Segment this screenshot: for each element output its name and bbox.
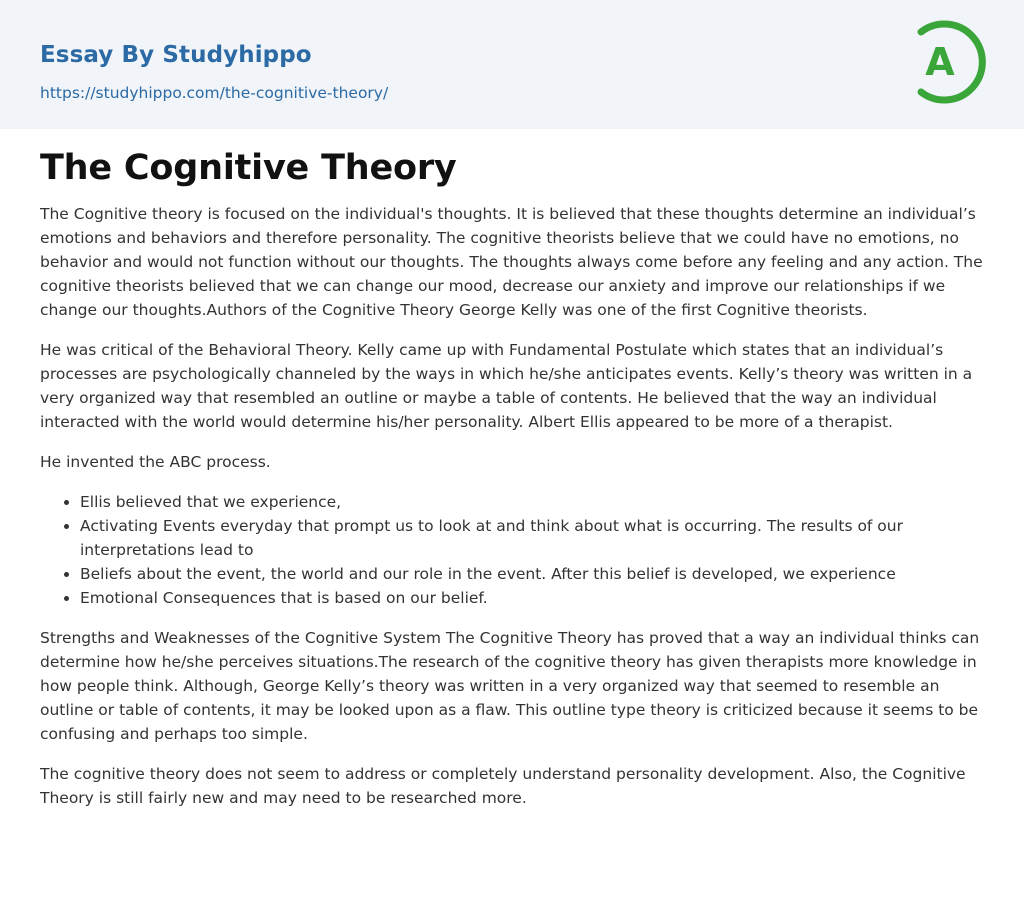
brand-title[interactable]: Essay By Studyhippo bbox=[40, 42, 312, 68]
list-item: • Activating Events everyday that prompt us to look at and think about what is occurring. The results of our interpretations lead to bbox=[80, 514, 986, 562]
paragraph-5: The cognitive theory does not seem to address or completely understand personality development. Also, the Cognitive Theory is still fairly new and may need to be researched more. bbox=[40, 765, 966, 807]
studyhippo-logo-icon[interactable] bbox=[912, 18, 988, 106]
paragraph-2: He was critical of the Behavioral Theory. Kelly came up with Fundamental Postulate which states that an individual’s processes are psychologically channeled by the ways in which he/she anticipates events. Kelly’s theory was written in a very organized way that resembled an outline or maybe a table of contents. He believed that the way an individual interacted with the world would determine his/her personality. Albert Ellis appeared to be more of a therapist. bbox=[40, 341, 973, 431]
list-item: • Beliefs about the event, the world and our role in the event. After this belief is developed, we experience bbox=[80, 562, 986, 586]
article bbox=[40, 142, 986, 826]
list-item: • Emotional Consequences that is based on our belief. bbox=[80, 586, 986, 610]
site-header bbox=[0, 0, 1024, 129]
paragraph-4: Strengths and Weaknesses of the Cognitive System The Cognitive Theory has proved that a way an individual thinks can determine how he/she perceives situations.The research of the cognitive theory has given therapists more knowledge in how people think. Although, George Kelly’s theory was written in a very organized way that seemed to resemble an outline or table of contents, it may be looked upon as a flaw. This outline type theory is criticized because it seems to be confusing and perhaps too simple. bbox=[40, 629, 980, 743]
abc-list bbox=[40, 490, 986, 610]
paragraph-3: He invented the ABC process. bbox=[40, 453, 271, 471]
source-url-link[interactable]: https://studyhippo.com/the-cognitive-theory/ bbox=[40, 84, 389, 102]
paragraph-1: The Cognitive theory is focused on the individual's thoughts. It is believed that these thoughts determine an individual’s emotions and behaviors and therefore personality. The cognitive theorists believe that we could have no emotions, no behavior and would not function without our thoughts. The thoughts always come before any feeling and any action. The cognitive theorists believed that we can change our mood, decrease our anxiety and improve our relationships if we change our thoughts.Authors of the Cognitive Theory George Kelly was one of the first Cognitive theorists. bbox=[40, 205, 983, 319]
page-title: The Cognitive Theory bbox=[40, 148, 457, 188]
logo-letter: A bbox=[925, 40, 955, 84]
list-item: • Ellis believed that we experience, bbox=[80, 490, 986, 514]
